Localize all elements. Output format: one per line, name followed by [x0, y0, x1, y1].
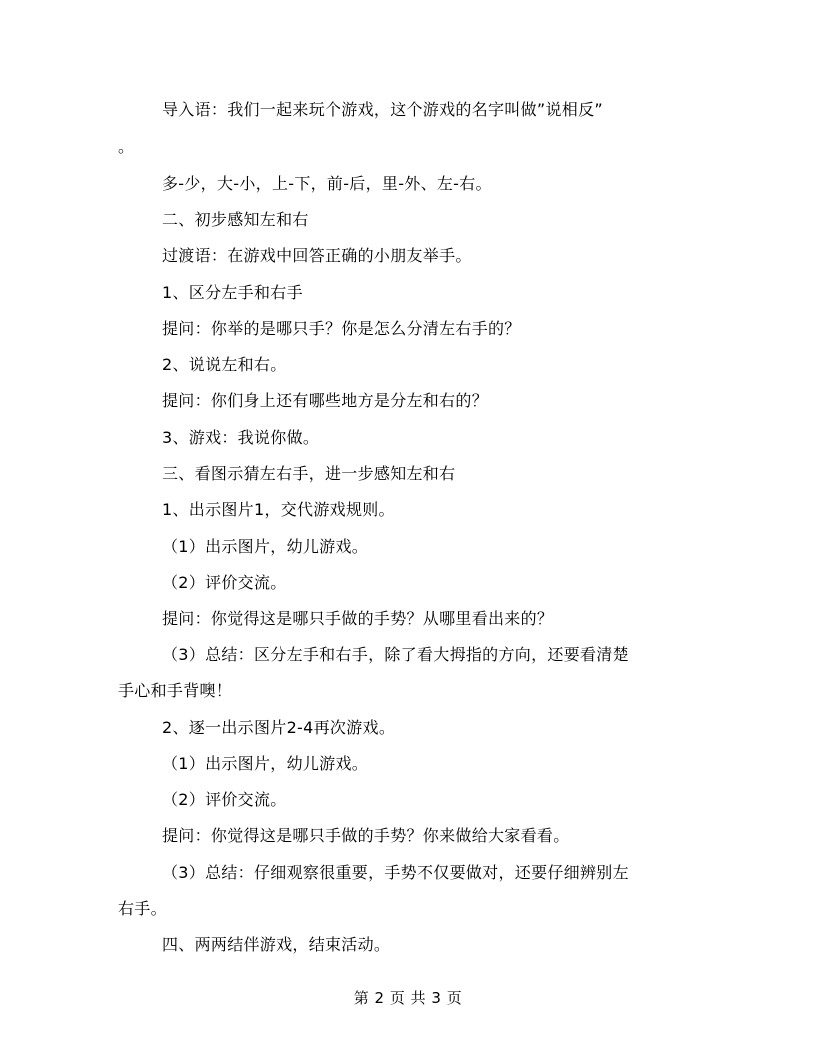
paragraph-intro-continued: 。 — [118, 137, 135, 156]
paragraph-question-1: 提问：你举的是哪只手？你是怎么分清左右手的？ — [162, 319, 521, 338]
paragraph-opposites: 多-少，大-小，上-下，前-后，里-外、左-右。 — [162, 174, 492, 193]
section-heading-2: 二、初步感知左和右 — [162, 210, 309, 229]
page-number-footer: 第 2 页 共 3 页 — [353, 989, 463, 1007]
sub-item-2-b: （2）评价交流。 — [162, 790, 287, 809]
paragraph-question-2: 提问：你们身上还有哪些地方是分左和右的？ — [162, 391, 489, 410]
sub-item-3-b-continued: 右手。 — [118, 899, 167, 918]
sub-item-3-continued: 手心和手背噢！ — [118, 681, 233, 700]
paragraph-intro: 导入语：我们一起来玩个游戏，这个游戏的名字叫做”说相反” — [162, 100, 603, 119]
item-1: 1、区分左手和右手 — [162, 283, 303, 302]
sub-item-3-b: （3）总结：仔细观察很重要，手势不仅要做对，还要仔细辨别左 — [162, 863, 629, 882]
sub-item-3: （3）总结：区分左手和右手，除了看大拇指的方向，还要看清楚 — [162, 645, 629, 664]
item-3-1: 1、出示图片1，交代游戏规则。 — [162, 500, 395, 519]
sub-item-1-b: （1）出示图片，幼儿游戏。 — [162, 754, 369, 773]
item-2: 2、说说左和右。 — [162, 355, 287, 374]
sub-item-2: （2）评价交流。 — [162, 573, 287, 592]
sub-item-1: （1）出示图片，幼儿游戏。 — [162, 537, 369, 556]
paragraph-question-3: 提问：你觉得这是哪只手做的手势？从哪里看出来的？ — [162, 609, 554, 628]
item-3-2: 2、逐一出示图片2-4再次游戏。 — [162, 718, 396, 737]
paragraph-transition: 过渡语：在游戏中回答正确的小朋友举手。 — [162, 246, 472, 265]
paragraph-question-4: 提问：你觉得这是哪只手做的手势？你来做给大家看看。 — [162, 826, 570, 845]
section-heading-3: 三、看图示猜左右手，进一步感知左和右 — [162, 464, 456, 483]
section-heading-4: 四、两两结伴游戏，结束活动。 — [162, 935, 391, 954]
item-3: 3、游戏：我说你做。 — [162, 428, 320, 447]
